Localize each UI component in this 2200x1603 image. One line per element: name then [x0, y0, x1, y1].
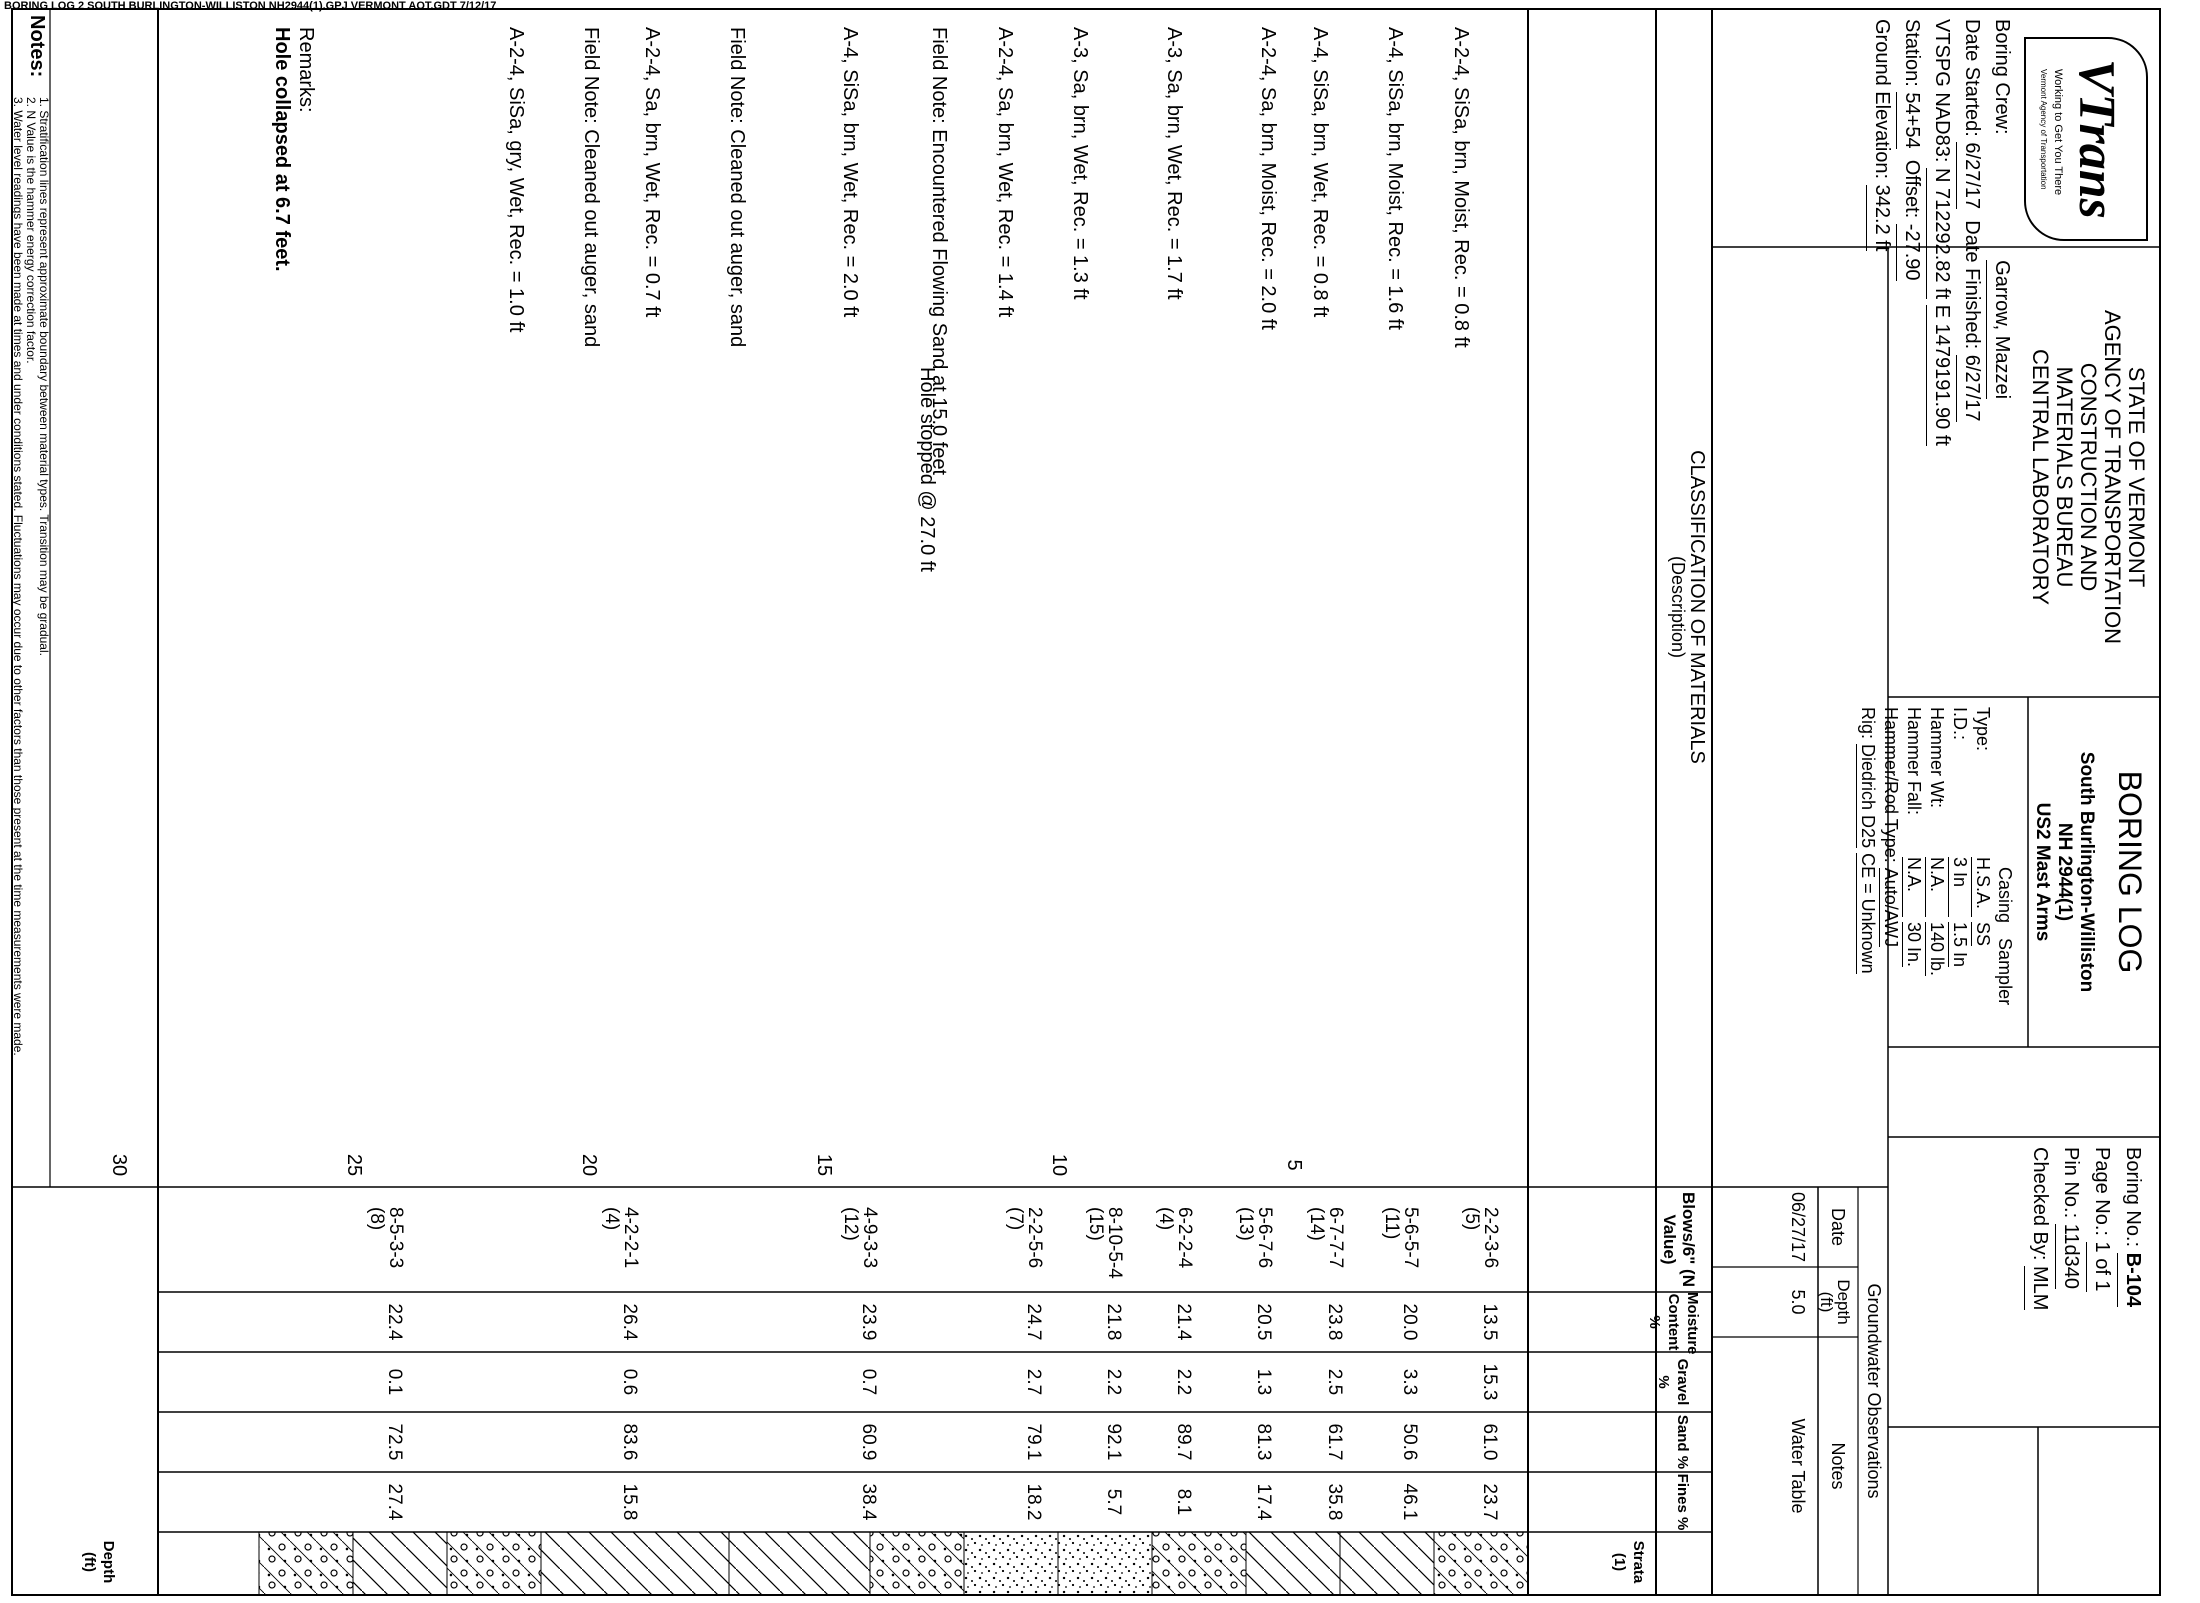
moisture-value: 23.8 — [1323, 1303, 1345, 1341]
blows-value: 2-2-5-6 — [1023, 1207, 1045, 1269]
date-started: 6/27/17 — [1956, 142, 1986, 209]
blows-value: 2-2-3-6 — [1479, 1207, 1501, 1269]
material-description: A-2-4, SiSa, gry, Wet, Rec. = 1.0 ft — [504, 27, 527, 333]
casing-header: Casing — [1995, 867, 2015, 924]
sand-value: 79.1 — [1022, 1423, 1044, 1461]
n-value: (4) — [600, 1207, 622, 1231]
type-sampler: SS — [1973, 922, 1993, 947]
blow-count — [1006, 1207, 1044, 1268]
id-block — [2024, 1147, 2148, 1310]
blow-count — [1156, 1207, 1194, 1268]
fines-value: 23.7 — [1478, 1483, 1500, 1521]
depth-header: Depth (ft) — [81, 1540, 117, 1584]
blow-count — [367, 1207, 405, 1268]
gravel-value: 2.5 — [1323, 1368, 1345, 1396]
blows-value: 6-7-7-7 — [1324, 1207, 1346, 1269]
gravel-value: 3.3 — [1398, 1368, 1420, 1396]
type-label: Type: — [1973, 707, 1993, 752]
moisture-value: 26.4 — [618, 1303, 640, 1341]
gravel-value: 2.2 — [1173, 1368, 1195, 1396]
sand-value: 72.5 — [383, 1423, 405, 1461]
moisture-value: 22.4 — [383, 1303, 405, 1341]
logo-tagline: Working to Get You There — [2052, 69, 2064, 196]
hammer-fall-label: Hammer Fall: — [1904, 707, 1924, 816]
blow-count — [1462, 1207, 1500, 1268]
boring-no-label: Boring No.: — [2122, 1147, 2144, 1248]
material-description: Field Note: Encountered Flowing Sand at 15.0 feet — [927, 27, 950, 476]
material-description: A-4, SiSa, brn, Moist, Rec. = 1.6 ft — [1383, 27, 1406, 330]
blows-value: 5-6-5-7 — [1399, 1207, 1421, 1269]
blow-count — [1086, 1207, 1124, 1279]
id-sampler: 1.5 In — [1950, 922, 1970, 968]
strata-layer — [1434, 1532, 1528, 1595]
hole-stopped: Hole stopped @ 27.0 ft — [916, 367, 938, 572]
gravel-value: 2.7 — [1022, 1368, 1044, 1396]
remarks-label: Remarks: — [295, 27, 317, 113]
crew: Garrow, Mazzei — [1986, 260, 2016, 399]
classification-sub: (Description) — [1668, 555, 1688, 659]
agency-line: MATERIALS BUREAU — [2052, 366, 2077, 588]
station-label: Station: — [1901, 19, 1923, 87]
crew-label: Boring Crew: — [1991, 19, 2013, 135]
id-label: I.D.: — [1950, 707, 1970, 741]
strata-layer — [1152, 1532, 1246, 1595]
gravel-value: 1.3 — [1253, 1368, 1275, 1396]
fines-value: 46.1 — [1398, 1483, 1420, 1521]
strata-layer — [541, 1532, 729, 1595]
gravel-value: 2.2 — [1102, 1368, 1124, 1396]
gw-notes: Water Table — [1788, 1418, 1808, 1514]
blow-count — [602, 1207, 640, 1268]
blows-header: Blows/6" (N Value) — [1660, 1192, 1698, 1287]
ground-elevation: 342.2 ft — [1866, 185, 1896, 252]
n-value: (4) — [1155, 1207, 1177, 1231]
moisture-value: 23.9 — [858, 1303, 880, 1341]
gravel-value: 0.7 — [858, 1368, 880, 1396]
gw-depth-header: Depth (ft) — [1817, 1279, 1853, 1325]
agency-line: CONSTRUCTION AND — [2076, 362, 2101, 592]
strata-layer — [259, 1532, 353, 1595]
checked-label: Checked By: — [2029, 1147, 2051, 1261]
logo-sub: Vermont Agency of Transportation — [2039, 69, 2048, 190]
blows-value: 8-5-3-3 — [384, 1207, 406, 1269]
started-label: Date Started: — [1961, 19, 1983, 137]
material-description: A-3, Sa, brn, Wet, Rec. = 1.7 ft — [1162, 27, 1185, 300]
boring-info — [1866, 19, 2016, 679]
strata-layer — [964, 1532, 1058, 1595]
n-value: (13) — [1235, 1207, 1257, 1241]
page-label: Page No.: — [2091, 1147, 2113, 1236]
strata-layer — [729, 1532, 870, 1595]
depth-tick-label: 5 — [1283, 1159, 1305, 1171]
northing: N 712292.82 ft — [1926, 168, 1956, 299]
title-project: South Burlington-Williston — [2076, 751, 2097, 993]
vtrans-logo — [2024, 37, 2148, 241]
rod-label: Hammer/Rod Type: — [1881, 707, 1901, 863]
elev-label: Ground Elevation: — [1871, 19, 1893, 180]
gw-depth: 5.0 — [1788, 1289, 1808, 1315]
equipment-block — [1856, 707, 2016, 1177]
strata-layer — [870, 1532, 964, 1595]
wt-sampler: 140 lb. — [1927, 922, 1947, 977]
depth-tick-label: 10 — [1048, 1153, 1070, 1177]
date-finished: 6/27/17 — [1956, 355, 1986, 422]
id-casing: 3 In — [1948, 857, 1971, 917]
title-location: US2 Mast Arms — [2032, 802, 2053, 942]
fines-value: 17.4 — [1253, 1483, 1275, 1521]
moisture-value: 20.5 — [1253, 1303, 1275, 1341]
boring-no: B-104 — [2117, 1253, 2148, 1307]
gravel-header: Gravel % — [1655, 1358, 1691, 1406]
rod-type: Auto/AWJ — [1881, 867, 1901, 948]
blows-value: 6-2-2-4 — [1174, 1207, 1196, 1269]
note-item: 2. N Value is the hammer energy correction factor. — [24, 97, 38, 364]
fines-value: 27.4 — [383, 1483, 405, 1521]
sand-value: 61.0 — [1478, 1423, 1500, 1461]
strata-layer — [1340, 1532, 1434, 1595]
sampler-header: Sampler — [1995, 938, 2015, 1006]
classification-header — [1668, 27, 1706, 1187]
n-value: (15) — [1084, 1207, 1106, 1241]
fines-value: 35.8 — [1323, 1483, 1345, 1521]
n-value: (12) — [840, 1207, 862, 1241]
fines-value: 18.2 — [1022, 1483, 1044, 1521]
hammer-wt-label: Hammer Wt: — [1927, 707, 1947, 808]
depth-tick-label: 30 — [108, 1153, 130, 1177]
strata-layer — [1058, 1532, 1152, 1595]
moisture-value: 13.5 — [1478, 1303, 1500, 1341]
page-no: 1 of 1 — [2086, 1242, 2117, 1292]
fall-sampler: 30 In. — [1904, 922, 1924, 968]
remarks — [270, 27, 318, 272]
blow-count — [841, 1207, 879, 1268]
title-block — [2031, 707, 2148, 1037]
blows-value: 8-10-5-4 — [1103, 1207, 1125, 1279]
depth-tick-label: 25 — [343, 1153, 365, 1177]
gravel-value: 15.3 — [1478, 1363, 1500, 1401]
note-item: 1. Stratification lines represent approximate boundary between material types. Transition may be gradual. — [37, 97, 51, 656]
classification-title: CLASSIFICATION OF MATERIALS — [1686, 450, 1708, 764]
gravel-value: 0.1 — [383, 1368, 405, 1396]
material-description: A-2-4, Sa, brn, Moist, Rec. = 2.0 ft — [1256, 27, 1279, 330]
note-item: 3. Water level readings have been made at times and under conditions stated. Fluctuations may occur due to other factors than those present at the time measurements were made. — [11, 97, 25, 1056]
blows-value: 4-9-3-3 — [859, 1207, 881, 1269]
gw-date-header: Date — [1828, 1207, 1848, 1247]
vtspg-label: VTSPG NAD83: — [1931, 19, 1953, 163]
strata-layer — [353, 1532, 447, 1595]
file-header: BORING LOG 2 SOUTH BURLINGTON-WILLISTON NH2944(1).GPJ VERMONT AOT.GDT 7/12/17 — [4, 0, 497, 12]
sand-value: 50.6 — [1398, 1423, 1420, 1461]
gw-notes-header: Notes — [1828, 1442, 1848, 1490]
material-description: A-3, Sa, brn, Wet, Rec. = 1.3 ft — [1068, 27, 1091, 300]
moisture-header: Moisture Content % — [1646, 1292, 1701, 1355]
agency-line: AGENCY OF TRANSPORTATION — [2100, 309, 2125, 645]
remarks-text: Hole collapsed at 6.7 feet. — [271, 27, 293, 272]
strata-header: Strata (1) — [1611, 1540, 1647, 1584]
material-description: A-4, SiSa, brn, Wet, Rec. = 0.8 ft — [1308, 27, 1331, 318]
sand-header: Sand % — [1674, 1414, 1691, 1470]
rig: Diedrich D25 — [1858, 744, 1878, 849]
easting: E 1479191.90 ft — [1926, 305, 1956, 446]
wt-casing: N.A. — [1925, 857, 1948, 917]
title-number: NH 2944(1) — [2054, 822, 2075, 922]
sand-value: 83.6 — [618, 1423, 640, 1461]
moisture-value: 21.8 — [1102, 1303, 1124, 1341]
depth-tick-label: 20 — [578, 1153, 600, 1177]
finished-label: Date Finished: — [1961, 220, 1983, 350]
checked-by: MLM — [2024, 1266, 2055, 1310]
pin-no: 11d340 — [2055, 1224, 2086, 1289]
moisture-value: 21.4 — [1173, 1303, 1195, 1341]
n-value: (14) — [1305, 1207, 1327, 1241]
title-main: BORING LOG — [2112, 770, 2148, 974]
fines-value: 38.4 — [858, 1483, 880, 1521]
fines-header: Fines % — [1674, 1473, 1691, 1531]
moisture-value: 20.0 — [1398, 1303, 1420, 1341]
n-value: (7) — [1004, 1207, 1026, 1231]
material-description: A-4, SiSa, brn, Wet, Rec. = 2.0 ft — [838, 27, 861, 318]
material-description: Field Note: Cleaned out auger, sand — [580, 27, 603, 348]
sand-value: 92.1 — [1102, 1423, 1124, 1461]
offset-label: Offset: — [1901, 159, 1923, 219]
pin-label: Pin No.: — [2060, 1147, 2082, 1219]
rig-label: Rig: — [1858, 707, 1878, 740]
ce-value: CE = Unknown — [1858, 853, 1878, 974]
blow-count — [1307, 1207, 1345, 1268]
sand-value: 81.3 — [1253, 1423, 1275, 1461]
sand-value: 61.7 — [1323, 1423, 1345, 1461]
n-value: (5) — [1460, 1207, 1482, 1231]
sand-value: 89.7 — [1173, 1423, 1195, 1461]
notes-label: Notes: — [26, 15, 48, 78]
fines-value: 15.8 — [618, 1483, 640, 1521]
agency-block — [2028, 267, 2148, 687]
offset: -27.90 — [1896, 224, 1926, 281]
blows-value: 4-2-2-1 — [619, 1207, 641, 1269]
fines-value: 8.1 — [1173, 1488, 1195, 1516]
sand-value: 60.9 — [858, 1423, 880, 1461]
strata-layer — [1246, 1532, 1340, 1595]
type-casing: H.S.A. — [1971, 857, 1994, 917]
gw-date: 06/27/17 — [1788, 1191, 1808, 1263]
n-value: (8) — [365, 1207, 387, 1231]
material-description: A-2-4, SiSa, brn, Moist, Rec. = 0.8 ft — [1449, 27, 1472, 348]
notes-block — [11, 97, 50, 1056]
material-description: A-2-4, Sa, brn, Wet, Rec. = 0.7 ft — [641, 27, 664, 318]
fines-value: 5.7 — [1102, 1488, 1124, 1516]
blows-value: 5-6-7-6 — [1254, 1207, 1276, 1269]
n-value: (11) — [1380, 1207, 1402, 1240]
gravel-value: 0.6 — [618, 1368, 640, 1396]
strata-layer — [447, 1532, 541, 1595]
moisture-value: 24.7 — [1022, 1303, 1044, 1341]
material-description: Field Note: Cleaned out auger, sand — [725, 27, 748, 348]
depth-tick-label: 15 — [813, 1153, 835, 1177]
boring-log-sheet — [8, 7, 2188, 1597]
station: 54+54 — [1896, 92, 1926, 148]
agency-line: STATE OF VERMONT — [2124, 366, 2149, 588]
blow-count — [1382, 1207, 1420, 1268]
agency-line: CENTRAL LABORATORY — [2028, 349, 2053, 605]
logo-text: VTrans — [2068, 59, 2125, 219]
material-description: A-2-4, Sa, brn, Wet, Rec. = 1.4 ft — [993, 27, 1016, 318]
gw-title: Groundwater Observations — [1864, 1283, 1884, 1499]
fall-casing: N.A. — [1902, 857, 1925, 917]
blow-count — [1236, 1207, 1274, 1268]
